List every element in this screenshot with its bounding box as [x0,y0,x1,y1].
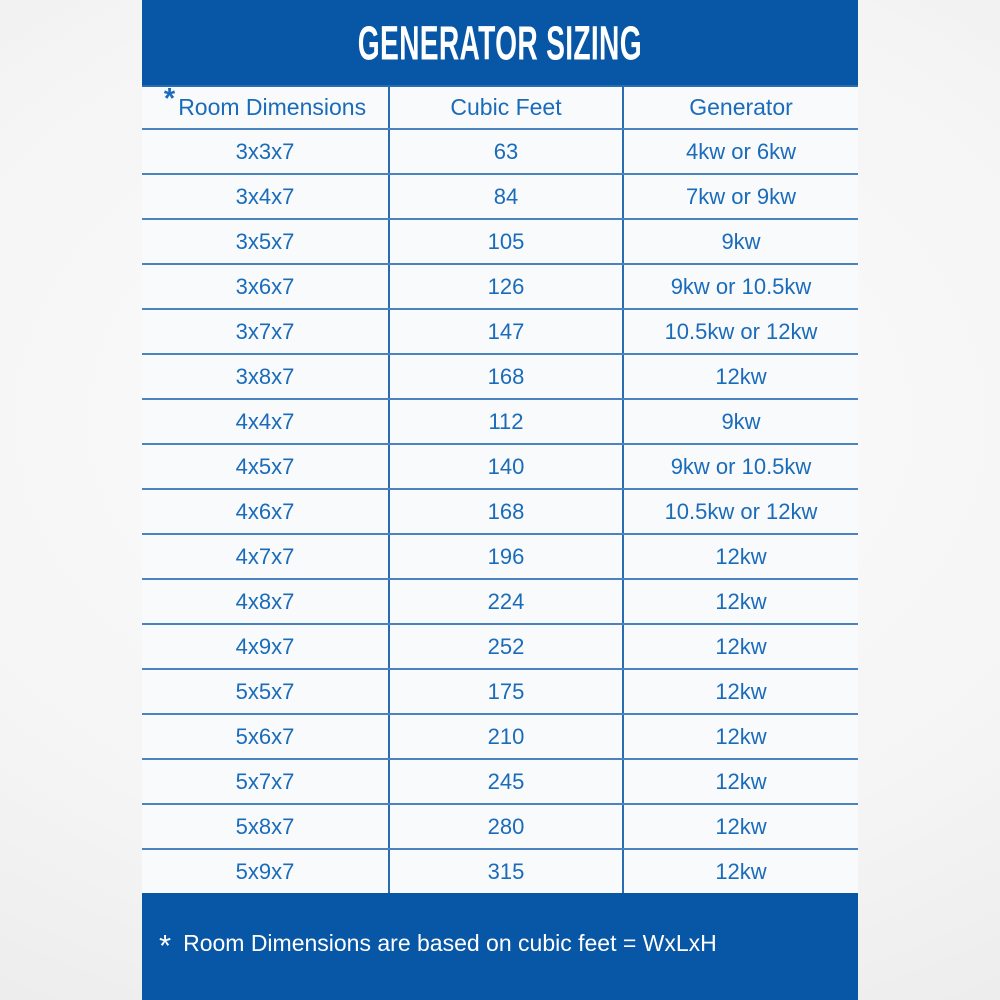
header-label-generator: Generator [689,94,793,120]
table-cell: 7kw or 9kw [685,183,797,209]
table-row [142,533,858,578]
table-cell: 9kw or 10.5kw [670,453,812,479]
table-cell: 3x8x7 [142,355,390,398]
table-cell: 12kw [715,543,767,569]
asterisk-marker: * [163,83,176,115]
table-cell: 5x8x7 [142,805,390,848]
table-cell: 12kw [715,858,767,884]
table-row [142,398,858,443]
table-cell: 4kw or 6kw [685,138,797,164]
table-cell: 12kw [715,678,767,704]
table-row [142,263,858,308]
table-cell: 3x3x7 [142,130,390,173]
table-cell: 12kw [715,588,767,614]
table-cell: 12kw [715,723,767,749]
table-cell: 140 [390,445,624,488]
table-cell: 5x5x7 [142,670,390,713]
table-row [142,443,858,488]
table-row [142,308,858,353]
table-cell: 10.5kw or 12kw [664,498,818,524]
table-cell: 280 [390,805,624,848]
table-row [142,218,858,263]
header-label-room-dimensions: Room Dimensions [178,94,367,120]
generator-sizing-panel [142,0,858,1000]
header-cell-generator [624,87,858,128]
header-cell-room-dimensions [142,83,390,128]
sizing-table [142,85,858,893]
table-cell: 4x9x7 [142,625,390,668]
table-cell: 5x6x7 [142,715,390,758]
table-cell: 12kw [715,363,767,389]
table-cell: 126 [390,265,624,308]
table-cell: 147 [390,310,624,353]
page-title: GENERATOR SIZING [357,15,643,70]
table-row [142,803,858,848]
table-row [142,668,858,713]
table-cell: 245 [390,760,624,803]
header-label-cubic-feet: Cubic Feet [450,94,562,120]
table-cell: 252 [390,625,624,668]
table-cell: 3x6x7 [142,265,390,308]
table-cell: 12kw [715,633,767,659]
table-cell: 12kw [715,768,767,794]
header-cell-cubic-feet [390,87,624,128]
table-cell: 210 [390,715,624,758]
table-cell: 10.5kw or 12kw [664,318,818,344]
table-cell: 224 [390,580,624,623]
title-band [142,0,858,85]
table-cell: 168 [390,355,624,398]
table-row [142,848,858,893]
table-cell: 168 [390,490,624,533]
table-row [142,713,858,758]
table-cell: 9kw or 10.5kw [670,273,812,299]
table-cell: 105 [390,220,624,263]
table-cell: 4x7x7 [142,535,390,578]
table-cell: 12kw [715,813,767,839]
footnote-text: Room Dimensions are based on cubic feet = WxLxH [183,930,717,956]
table-cell: 9kw [721,228,761,254]
table-row [142,623,858,668]
table-row [142,173,858,218]
table-row [142,353,858,398]
table-cell: 5x9x7 [142,850,390,893]
footnote-band: * Room Dimensions are based on cubic feet = WxLxH [159,927,717,963]
table-cell: 3x7x7 [142,310,390,353]
table-cell: 3x5x7 [142,220,390,263]
table-row [142,578,858,623]
table-header-row [142,83,858,128]
table-row [142,488,858,533]
table-row [142,128,858,173]
table-cell: 5x7x7 [142,760,390,803]
table-cell: 4x6x7 [142,490,390,533]
table-cell: 63 [390,130,624,173]
table-cell: 315 [390,850,624,893]
table-cell: 112 [390,400,624,443]
table-cell: 4x8x7 [142,580,390,623]
table-cell: 4x4x7 [142,400,390,443]
table-cell: 3x4x7 [142,175,390,218]
table-cell: 196 [390,535,624,578]
table-cell: 9kw [721,408,761,434]
table-cell: 175 [390,670,624,713]
table-cell: 84 [390,175,624,218]
table-row [142,758,858,803]
table-cell: 4x5x7 [142,445,390,488]
